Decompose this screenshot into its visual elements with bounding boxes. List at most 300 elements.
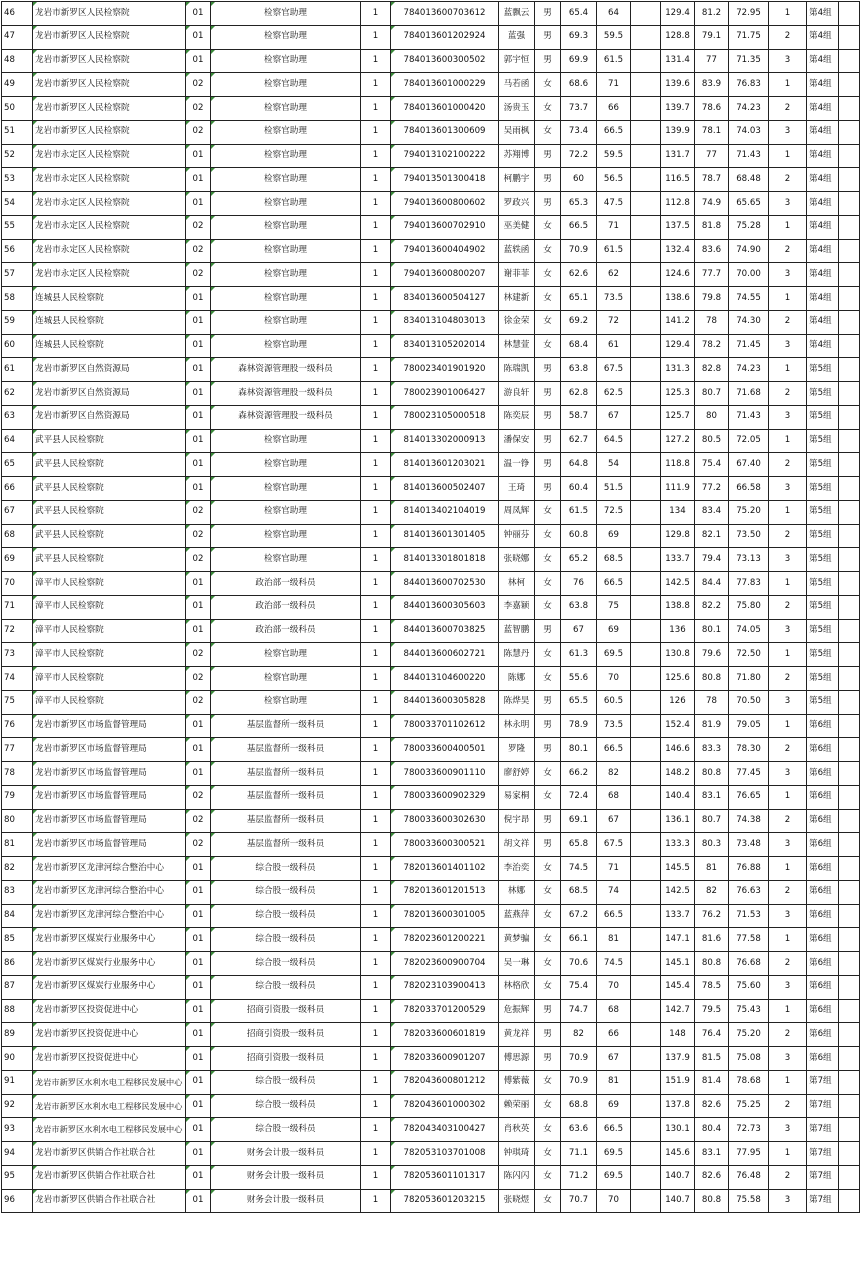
rank-cell: 1 — [769, 1070, 807, 1094]
rank-cell: 2 — [769, 667, 807, 691]
name-cell: 罗政兴 — [499, 192, 535, 216]
blank-cell — [631, 49, 661, 73]
written-score-2-cell: 62 — [597, 263, 631, 287]
post-name-cell: 检察官助理 — [211, 524, 361, 548]
final-score-cell: 74.30 — [729, 310, 769, 334]
blank-cell — [839, 263, 860, 287]
written-total-cell: 142.7 — [661, 999, 695, 1023]
hire-count-cell: 1 — [361, 1189, 391, 1213]
written-total-cell: 137.9 — [661, 1047, 695, 1071]
gender-cell: 女 — [535, 334, 561, 358]
rank-cell: 2 — [769, 310, 807, 334]
seq-cell: 52 — [2, 144, 33, 168]
unit-cell: 龙岩市新罗区煤炭行业服务中心 — [33, 928, 186, 952]
unit-cell: 龙岩市新罗区人民检察院 — [33, 97, 186, 121]
blank-cell — [839, 500, 860, 524]
rank-cell: 2 — [769, 1094, 807, 1118]
written-score-2-cell: 67.5 — [597, 833, 631, 857]
post-code-cell: 01 — [186, 619, 211, 643]
written-score-2-cell: 67 — [597, 405, 631, 429]
ticket-number-cell: 794013600404902 — [391, 239, 499, 263]
group-cell: 第4组 — [807, 192, 839, 216]
hire-count-cell: 1 — [361, 405, 391, 429]
seq-cell: 60 — [2, 334, 33, 358]
hire-count-cell: 1 — [361, 643, 391, 667]
written-score-1-cell: 68.6 — [561, 73, 597, 97]
written-score-1-cell: 65.8 — [561, 833, 597, 857]
written-total-cell: 125.6 — [661, 667, 695, 691]
ticket-number-cell: 784013600300502 — [391, 49, 499, 73]
written-total-cell: 126 — [661, 690, 695, 714]
interview-score-cell: 78 — [695, 310, 729, 334]
final-score-cell: 75.25 — [729, 1094, 769, 1118]
ticket-number-cell: 782043601000302 — [391, 1094, 499, 1118]
table-row — [2, 453, 860, 477]
post-name-cell: 检察官助理 — [211, 73, 361, 97]
ticket-number-cell: 780033600300521 — [391, 833, 499, 857]
interview-score-cell: 82.1 — [695, 524, 729, 548]
written-total-cell: 131.3 — [661, 358, 695, 382]
blank-cell — [839, 975, 860, 999]
hire-count-cell: 1 — [361, 25, 391, 49]
blank-cell — [839, 334, 860, 358]
gender-cell: 女 — [535, 97, 561, 121]
written-score-2-cell: 64.5 — [597, 429, 631, 453]
post-code-cell: 01 — [186, 1142, 211, 1166]
rank-cell: 2 — [769, 952, 807, 976]
written-score-2-cell: 62.5 — [597, 382, 631, 406]
gender-cell: 女 — [535, 1165, 561, 1189]
written-score-1-cell: 61.5 — [561, 500, 597, 524]
unit-cell: 武平县人民检察院 — [33, 477, 186, 501]
table-row — [2, 738, 860, 762]
seq-cell: 76 — [2, 714, 33, 738]
post-code-cell: 01 — [186, 975, 211, 999]
table-row — [2, 215, 860, 239]
written-total-cell: 137.5 — [661, 215, 695, 239]
ticket-number-cell: 814013601301405 — [391, 524, 499, 548]
seq-cell: 68 — [2, 524, 33, 548]
unit-cell: 龙岩市新罗区人民检察院 — [33, 25, 186, 49]
hire-count-cell: 1 — [361, 999, 391, 1023]
rank-cell: 1 — [769, 1142, 807, 1166]
unit-cell: 漳平市人民检察院 — [33, 667, 186, 691]
hire-count-cell: 1 — [361, 975, 391, 999]
ticket-number-cell: 782033600601819 — [391, 1023, 499, 1047]
ticket-number-cell: 794013102100222 — [391, 144, 499, 168]
gender-cell: 女 — [535, 263, 561, 287]
rank-cell: 2 — [769, 453, 807, 477]
unit-cell: 龙岩市新罗区自然资源局 — [33, 358, 186, 382]
blank-cell — [839, 1070, 860, 1094]
rank-cell: 3 — [769, 690, 807, 714]
blank-cell — [839, 809, 860, 833]
gender-cell: 男 — [535, 358, 561, 382]
post-code-cell: 01 — [186, 453, 211, 477]
final-score-cell: 74.23 — [729, 97, 769, 121]
ticket-number-cell: 784013601300609 — [391, 120, 499, 144]
group-cell: 第6组 — [807, 999, 839, 1023]
interview-score-cell: 78.1 — [695, 120, 729, 144]
group-cell: 第7组 — [807, 1189, 839, 1213]
interview-score-cell: 80.8 — [695, 952, 729, 976]
group-cell: 第6组 — [807, 975, 839, 999]
interview-score-cell: 78.2 — [695, 334, 729, 358]
blank-cell — [839, 833, 860, 857]
rank-cell: 3 — [769, 975, 807, 999]
rank-cell: 2 — [769, 239, 807, 263]
post-name-cell: 基层监督所一级科员 — [211, 833, 361, 857]
ticket-number-cell: 844013600305828 — [391, 690, 499, 714]
hire-count-cell: 1 — [361, 809, 391, 833]
table-row — [2, 1118, 860, 1142]
hire-count-cell: 1 — [361, 833, 391, 857]
group-cell: 第5组 — [807, 477, 839, 501]
gender-cell: 男 — [535, 25, 561, 49]
rank-cell: 1 — [769, 429, 807, 453]
group-cell: 第6组 — [807, 880, 839, 904]
written-total-cell: 131.7 — [661, 144, 695, 168]
ticket-number-cell: 844013600305603 — [391, 595, 499, 619]
final-score-cell: 71.45 — [729, 334, 769, 358]
unit-cell: 漳平市人民检察院 — [33, 595, 186, 619]
post-name-cell: 基层监督所一级科员 — [211, 809, 361, 833]
seq-cell: 53 — [2, 168, 33, 192]
written-score-2-cell: 66 — [597, 1023, 631, 1047]
seq-cell: 78 — [2, 762, 33, 786]
ticket-number-cell: 782043600801212 — [391, 1070, 499, 1094]
group-cell: 第4组 — [807, 168, 839, 192]
written-total-cell: 146.6 — [661, 738, 695, 762]
ticket-number-cell: 782053601203215 — [391, 1189, 499, 1213]
written-score-2-cell: 59.5 — [597, 25, 631, 49]
written-score-2-cell: 74.5 — [597, 952, 631, 976]
table-row — [2, 500, 860, 524]
post-name-cell: 综合股一级科员 — [211, 880, 361, 904]
table-row — [2, 1142, 860, 1166]
gender-cell: 女 — [535, 785, 561, 809]
written-score-1-cell: 58.7 — [561, 405, 597, 429]
post-code-cell: 02 — [186, 73, 211, 97]
written-total-cell: 133.3 — [661, 833, 695, 857]
name-cell: 黄龙祥 — [499, 1023, 535, 1047]
gender-cell: 女 — [535, 667, 561, 691]
ticket-number-cell: 782023601200221 — [391, 928, 499, 952]
blank-cell — [631, 762, 661, 786]
name-cell: 张晓煜 — [499, 1189, 535, 1213]
rank-cell: 3 — [769, 477, 807, 501]
post-code-cell: 02 — [186, 643, 211, 667]
name-cell: 肖秋英 — [499, 1118, 535, 1142]
gender-cell: 女 — [535, 643, 561, 667]
written-total-cell: 145.6 — [661, 1142, 695, 1166]
unit-cell: 龙岩市永定区人民检察院 — [33, 144, 186, 168]
blank-cell — [631, 928, 661, 952]
blank-cell — [631, 524, 661, 548]
post-name-cell: 检察官助理 — [211, 2, 361, 26]
unit-cell: 龙岩市新罗区供销合作社联合社 — [33, 1189, 186, 1213]
unit-cell: 龙岩市新罗区煤炭行业服务中心 — [33, 975, 186, 999]
gender-cell: 女 — [535, 952, 561, 976]
interview-score-cell: 81.9 — [695, 714, 729, 738]
written-score-2-cell: 66.5 — [597, 904, 631, 928]
written-score-2-cell: 54 — [597, 453, 631, 477]
final-score-cell: 67.40 — [729, 453, 769, 477]
post-code-cell: 01 — [186, 572, 211, 596]
blank-cell — [839, 762, 860, 786]
blank-cell — [631, 405, 661, 429]
gender-cell: 女 — [535, 857, 561, 881]
written-total-cell: 136 — [661, 619, 695, 643]
group-cell: 第6组 — [807, 809, 839, 833]
written-score-1-cell: 69.2 — [561, 310, 597, 334]
post-code-cell: 01 — [186, 477, 211, 501]
final-score-cell: 74.55 — [729, 287, 769, 311]
blank-cell — [839, 215, 860, 239]
unit-cell: 漳平市人民检察院 — [33, 643, 186, 667]
seq-cell: 90 — [2, 1047, 33, 1071]
hire-count-cell: 1 — [361, 477, 391, 501]
group-cell: 第6组 — [807, 785, 839, 809]
blank-cell — [839, 477, 860, 501]
group-cell: 第4组 — [807, 49, 839, 73]
group-cell: 第6组 — [807, 833, 839, 857]
group-cell: 第4组 — [807, 239, 839, 263]
table-row — [2, 120, 860, 144]
hire-count-cell: 1 — [361, 690, 391, 714]
post-code-cell: 01 — [186, 287, 211, 311]
interview-score-cell: 81.6 — [695, 928, 729, 952]
blank-cell — [839, 2, 860, 26]
hire-count-cell: 1 — [361, 904, 391, 928]
blank-cell — [839, 714, 860, 738]
seq-cell: 84 — [2, 904, 33, 928]
hire-count-cell: 1 — [361, 762, 391, 786]
written-total-cell: 145.4 — [661, 975, 695, 999]
table-row — [2, 382, 860, 406]
rank-cell: 1 — [769, 73, 807, 97]
interview-score-cell: 74.9 — [695, 192, 729, 216]
blank-cell — [631, 453, 661, 477]
blank-cell — [631, 880, 661, 904]
post-code-cell: 01 — [186, 1023, 211, 1047]
rank-cell: 1 — [769, 144, 807, 168]
seq-cell: 73 — [2, 643, 33, 667]
rank-cell: 3 — [769, 833, 807, 857]
written-total-cell: 142.5 — [661, 880, 695, 904]
written-score-1-cell: 64.8 — [561, 453, 597, 477]
table-row — [2, 287, 860, 311]
blank-cell — [839, 785, 860, 809]
name-cell: 蓝智鹏 — [499, 619, 535, 643]
written-score-2-cell: 69 — [597, 1094, 631, 1118]
final-score-cell: 79.05 — [729, 714, 769, 738]
interview-score-cell: 81.4 — [695, 1070, 729, 1094]
post-name-cell: 检察官助理 — [211, 239, 361, 263]
unit-cell: 龙岩市新罗区市场监督管理局 — [33, 738, 186, 762]
gender-cell: 女 — [535, 1118, 561, 1142]
table-row — [2, 952, 860, 976]
blank-cell — [631, 429, 661, 453]
final-score-cell: 71.53 — [729, 904, 769, 928]
written-score-2-cell: 51.5 — [597, 477, 631, 501]
name-cell: 柯鹏宇 — [499, 168, 535, 192]
seq-cell: 89 — [2, 1023, 33, 1047]
seq-cell: 80 — [2, 809, 33, 833]
name-cell: 陈瑞凯 — [499, 358, 535, 382]
name-cell: 易家桐 — [499, 785, 535, 809]
table-row — [2, 429, 860, 453]
post-name-cell: 政治部一级科员 — [211, 595, 361, 619]
table-row — [2, 2, 860, 26]
post-code-cell: 01 — [186, 429, 211, 453]
name-cell: 陈奕辰 — [499, 405, 535, 429]
written-score-1-cell: 61.3 — [561, 643, 597, 667]
name-cell: 游良轩 — [499, 382, 535, 406]
ticket-number-cell: 814013600502407 — [391, 477, 499, 501]
post-code-cell: 01 — [186, 2, 211, 26]
post-name-cell: 基层监督所一级科员 — [211, 785, 361, 809]
group-cell: 第6组 — [807, 952, 839, 976]
rank-cell: 2 — [769, 382, 807, 406]
table-row — [2, 192, 860, 216]
unit-cell: 连城县人民检察院 — [33, 334, 186, 358]
hire-count-cell: 1 — [361, 239, 391, 263]
rank-cell: 1 — [769, 287, 807, 311]
ticket-number-cell: 780033600901110 — [391, 762, 499, 786]
rank-cell: 1 — [769, 358, 807, 382]
blank-cell — [839, 168, 860, 192]
hire-count-cell: 1 — [361, 168, 391, 192]
post-name-cell: 检察官助理 — [211, 334, 361, 358]
seq-cell: 72 — [2, 619, 33, 643]
final-score-cell: 76.68 — [729, 952, 769, 976]
unit-cell: 连城县人民检察院 — [33, 287, 186, 311]
interview-score-cell: 81 — [695, 857, 729, 881]
unit-cell: 龙岩市永定区人民检察院 — [33, 192, 186, 216]
written-score-2-cell: 59.5 — [597, 144, 631, 168]
blank-cell — [839, 738, 860, 762]
post-code-cell: 02 — [186, 215, 211, 239]
final-score-cell: 78.68 — [729, 1070, 769, 1094]
table-row — [2, 1070, 860, 1094]
table-row — [2, 1094, 860, 1118]
final-score-cell: 75.80 — [729, 595, 769, 619]
blank-cell — [839, 880, 860, 904]
post-name-cell: 森林资源管理股一级科员 — [211, 405, 361, 429]
gender-cell: 女 — [535, 500, 561, 524]
written-score-2-cell: 47.5 — [597, 192, 631, 216]
interview-score-cell: 78.6 — [695, 97, 729, 121]
table-row — [2, 667, 860, 691]
blank-cell — [631, 785, 661, 809]
interview-score-cell: 79.4 — [695, 548, 729, 572]
group-cell: 第4组 — [807, 73, 839, 97]
interview-score-cell: 82.6 — [695, 1165, 729, 1189]
blank-cell — [631, 1023, 661, 1047]
blank-cell — [631, 239, 661, 263]
group-cell: 第6组 — [807, 928, 839, 952]
final-score-cell: 74.05 — [729, 619, 769, 643]
hire-count-cell: 1 — [361, 595, 391, 619]
hire-count-cell: 1 — [361, 738, 391, 762]
seq-cell: 92 — [2, 1094, 33, 1118]
table-row — [2, 25, 860, 49]
post-name-cell: 森林资源管理股一级科员 — [211, 382, 361, 406]
written-score-2-cell: 71 — [597, 857, 631, 881]
final-score-cell: 71.68 — [729, 382, 769, 406]
hire-count-cell: 1 — [361, 524, 391, 548]
post-code-cell: 02 — [186, 667, 211, 691]
interview-score-cell: 81.2 — [695, 2, 729, 26]
seq-cell: 48 — [2, 49, 33, 73]
written-score-1-cell: 73.7 — [561, 97, 597, 121]
name-cell: 吴雨枫 — [499, 120, 535, 144]
written-score-2-cell: 69.5 — [597, 1165, 631, 1189]
hire-count-cell: 1 — [361, 215, 391, 239]
seq-cell: 65 — [2, 453, 33, 477]
post-code-cell: 01 — [186, 714, 211, 738]
final-score-cell: 72.73 — [729, 1118, 769, 1142]
post-code-cell: 02 — [186, 500, 211, 524]
final-score-cell: 75.20 — [729, 1023, 769, 1047]
written-score-2-cell: 73.5 — [597, 287, 631, 311]
written-score-2-cell: 61.5 — [597, 49, 631, 73]
unit-cell: 龙岩市永定区人民检察院 — [33, 239, 186, 263]
written-score-2-cell: 73.5 — [597, 714, 631, 738]
post-code-cell: 01 — [186, 168, 211, 192]
seq-cell: 66 — [2, 477, 33, 501]
interview-score-cell: 80.7 — [695, 382, 729, 406]
written-score-1-cell: 80.1 — [561, 738, 597, 762]
unit-cell: 龙岩市新罗区供销合作社联合社 — [33, 1142, 186, 1166]
written-score-1-cell: 60.8 — [561, 524, 597, 548]
ticket-number-cell: 844013600703825 — [391, 619, 499, 643]
ticket-number-cell: 782023103900413 — [391, 975, 499, 999]
table-row — [2, 928, 860, 952]
written-score-1-cell: 62.6 — [561, 263, 597, 287]
table-row — [2, 619, 860, 643]
name-cell: 苏翔博 — [499, 144, 535, 168]
written-score-2-cell: 72 — [597, 310, 631, 334]
group-cell: 第5组 — [807, 429, 839, 453]
hire-count-cell: 1 — [361, 1094, 391, 1118]
final-score-cell: 66.58 — [729, 477, 769, 501]
interview-score-cell: 82.8 — [695, 358, 729, 382]
written-score-1-cell: 66.5 — [561, 215, 597, 239]
unit-cell: 龙岩市新罗区人民检察院 — [33, 73, 186, 97]
post-name-cell: 检察官助理 — [211, 120, 361, 144]
post-name-cell: 综合股一级科员 — [211, 928, 361, 952]
table-row — [2, 524, 860, 548]
gender-cell: 男 — [535, 405, 561, 429]
gender-cell: 女 — [535, 1142, 561, 1166]
final-score-cell: 77.95 — [729, 1142, 769, 1166]
blank-cell — [631, 168, 661, 192]
seq-cell: 94 — [2, 1142, 33, 1166]
seq-cell: 56 — [2, 239, 33, 263]
gender-cell: 男 — [535, 144, 561, 168]
group-cell: 第4组 — [807, 215, 839, 239]
post-name-cell: 检察官助理 — [211, 144, 361, 168]
written-total-cell: 133.7 — [661, 904, 695, 928]
rank-cell: 2 — [769, 25, 807, 49]
gender-cell: 女 — [535, 1070, 561, 1094]
post-code-cell: 01 — [186, 928, 211, 952]
interview-score-cell: 83.3 — [695, 738, 729, 762]
name-cell: 林慧萱 — [499, 334, 535, 358]
hire-count-cell: 1 — [361, 952, 391, 976]
